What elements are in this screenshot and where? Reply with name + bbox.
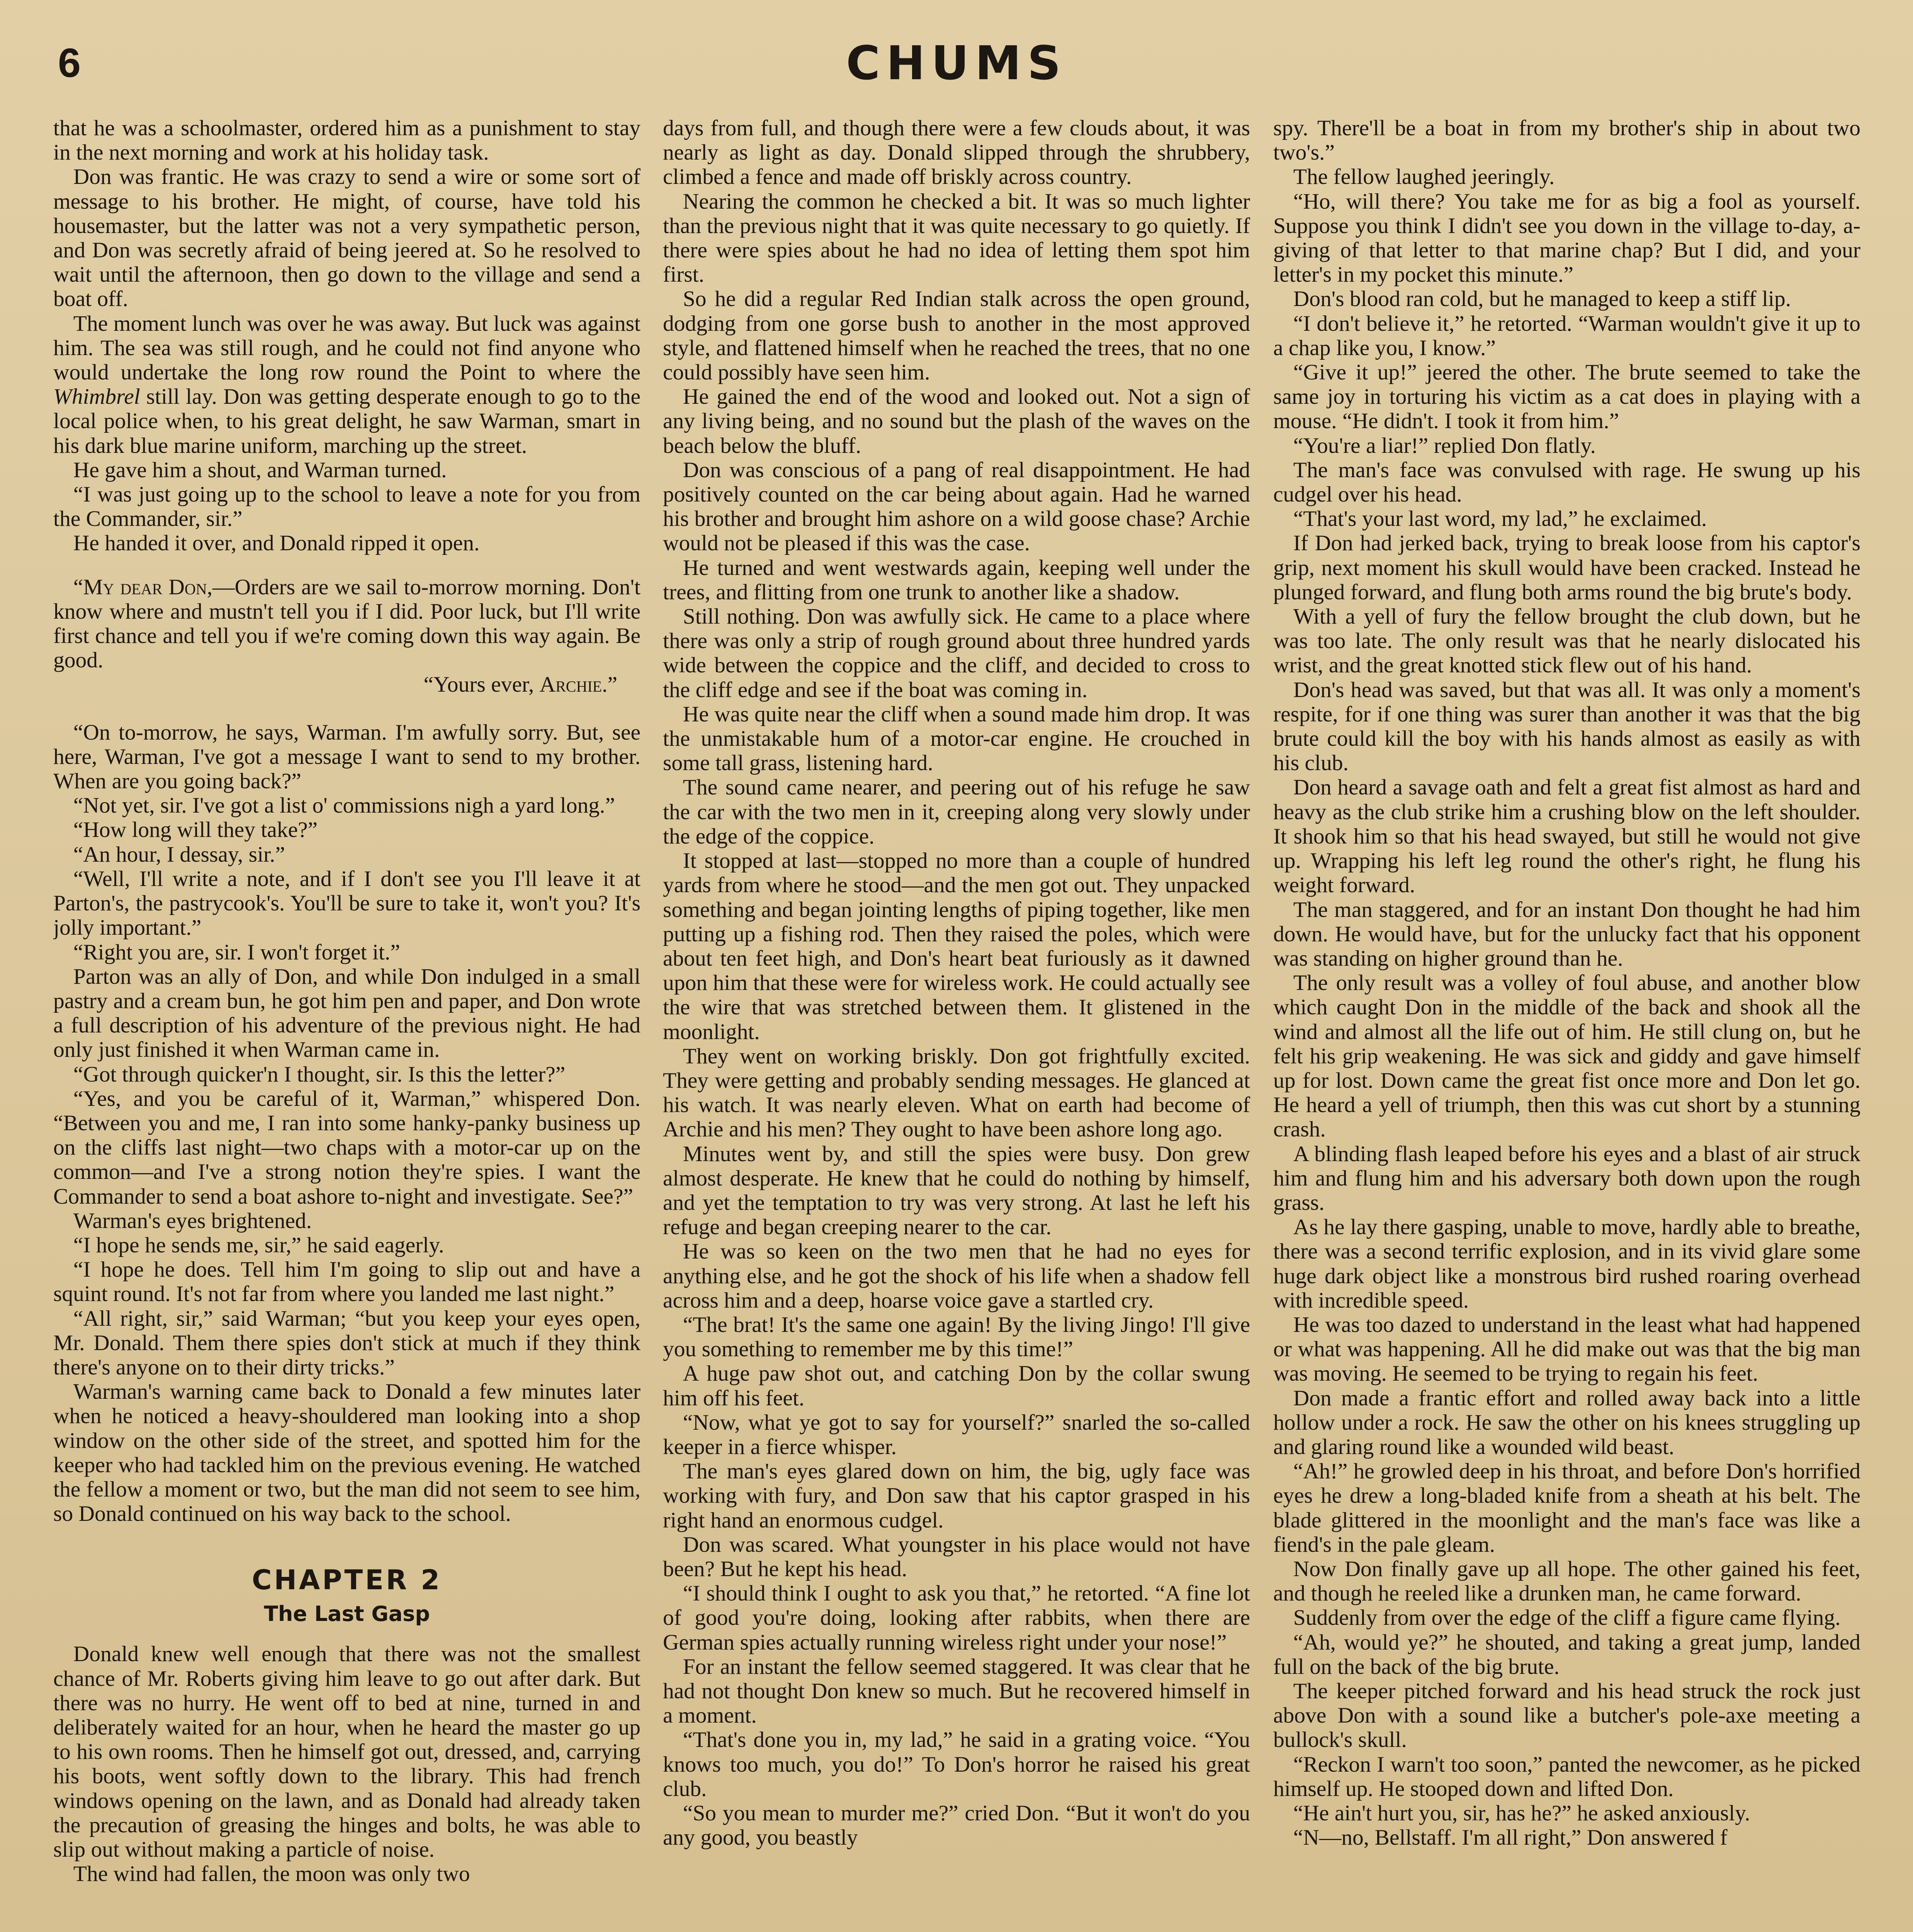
paragraph: He was too dazed to understand in the least what had happened or what was happening. All he did make out was that the big man was moving. He seemed to be trying to regain his feet. (1273, 1312, 1860, 1386)
paragraph: Don's blood ran cold, but he managed to keep a stiff lip. (1293, 287, 1791, 311)
text-column-3 (1273, 116, 1860, 1932)
paragraph: As he lay there gasping, unable to move, hardly able to breathe, there was a second terrific explosion, and in its vivid glare some huge dark object like a monstrous bird rushed roaring overhead with incredible speed. (1273, 1215, 1860, 1313)
paragraph: “Ah, would ye?” he shouted, and taking a great jump, landed full on the back of the big brute. (1273, 1630, 1860, 1679)
paragraph: Don made a frantic effort and rolled away back into a little hollow under a rock. He saw the other on his knees struggling up and glaring round like a wounded wild beast. (1273, 1386, 1860, 1459)
paragraph: spy. There'll be a boat in from my brother's ship in about two two's.” (1273, 116, 1860, 165)
paragraph: He handed it over, and Donald ripped it open. (73, 531, 480, 556)
paragraph: “On to-morrow, he says, Warman. I'm awfully sorry. But, see here, Warman, I've got a message I want to send to my brother. When are you going back?” (53, 720, 640, 794)
paragraph: “How long will they take?” (73, 818, 318, 842)
signature-text: .” (602, 672, 617, 697)
chapter-heading: CHAPTER 2 (252, 1564, 442, 1596)
paragraph: The wind had fallen, the moon was only two (73, 1862, 470, 1886)
paragraph: days from full, and though there were a few clouds about, it was nearly as light as day. Donald slipped through the shrubbery, climbed a fence and made off briskly across country. (663, 116, 1250, 189)
paragraph: “That's done you in, my lad,” he said in a grating voice. “You knows too much, you do!” To Don's horror he raised his great club. (663, 1728, 1250, 1801)
signature-name: Archie (539, 672, 602, 697)
paragraph: “Got through quicker'n I thought, sir. Is this the letter?” (73, 1062, 566, 1087)
paragraph: It stopped at last—stopped no more than a couple of hundred yards from where he stood—and the men got out. They unpacked something and began jointing lengths of piping together, like men putting up a fishing rod. Then they raised the poles, which were about ten feet high, and Don's heart beat furiously as it dawned upon him that these were for wireless work. He could actually see the wire that was stretched between them. It glistened in the moonlight. (663, 849, 1250, 1044)
paragraph: The keeper pitched forward and his head struck the rock just above Don with a sound like a butcher's pole-axe meeting a bullock's skull. (1273, 1679, 1860, 1752)
letter-text: —Orders are we sail to-morrow morning. Don't know where and mustn't tell you if I did. Poor luck, but I'll write first chance and tell you if we're coming down this way again. Be good. (53, 575, 640, 673)
paragraph (53, 311, 640, 458)
paragraph: The only result was a volley of foul abuse, and another blow which caught Don in the middle of the back and shook all the wind and almost all the life out of him. He still clung on, but he felt his grip weakening. He was sick and giddy and gave himself up for lost. Down came the great fist once more and Don let go. He heard a yell of triumph, then this was cut short by a stunning crash. (1273, 971, 1860, 1142)
paragraph: Donald knew well enough that there was not the smallest chance of Mr. Roberts giving him leave to go out after dark. But there was no hurry. He went off to bed at nine, turned in and deliberately waited for an hour, when he heard the master go up to his own rooms. Then he himself got out, dressed, and, carrying his boots, went softly down to the library. This had french windows opening on the lawn, and as Donald had already taken the precaution of greasing the hinges and bolts, he was able to slip out without making a particle of noise. (53, 1642, 640, 1862)
paragraph: He turned and went westwards again, keeping well under the trees, and flitting from one trunk to another like a shadow. (663, 555, 1250, 604)
paragraph: Don heard a savage oath and felt a great fist almost as hard and heavy as the club strike him a crushing blow on the left shoulder. It shook him so that his head swayed, but still he would not give up. Wrapping his left leg round the other's right, he flung his weight forward. (1273, 775, 1860, 898)
paragraph: The man's face was convulsed with rage. He swung up his cudgel over his head. (1273, 457, 1860, 507)
paragraph: Nearing the common he checked a bit. It was so much lighter than the previous night that it was quite necessary to go quietly. If there were spies about he had no idea of letting them spot him first. (663, 189, 1250, 287)
paragraph: Minutes went by, and still the spies were busy. Don grew almost desperate. He knew that he could do nothing by himself, and yet the temptation to try was very strong. At last he left his refuge and began creeping nearer to the car. (663, 1141, 1250, 1240)
paragraph: With a yell of fury the fellow brought the club down, but he was too late. The only result was that he nearly dislocated his wrist, and the great knotted stick flew out of his hand. (1273, 604, 1860, 678)
paragraph: Don was scared. What youngster in his place would not have been? But he kept his head. (663, 1532, 1250, 1581)
letter-salutation: “My dear Don, (73, 575, 212, 599)
paragraph: “The brat! It's the same one again! By the living Jingo! I'll give you something to remember me by this time!” (663, 1312, 1250, 1362)
paragraph: “So you mean to murder me?” cried Don. “But it won't do you any good, you beastly (663, 1801, 1250, 1850)
paragraph-text: still lay. Don was getting desperate enough to go to the local police when, to his great delight, he saw Warman, smart in his dark blue marine uniform, marching up the street. (53, 384, 640, 458)
paragraph: He gave him a shout, and Warman turned. (73, 457, 447, 482)
letter-signature (53, 672, 640, 697)
paragraph: “That's your last word, my lad,” he exclaimed. (1293, 507, 1707, 531)
paragraph: Warman's eyes brightened. (73, 1208, 312, 1233)
paragraph: “I was just going up to the school to leave a note for you from the Commander, sir.” (53, 482, 640, 531)
paragraph: “Ah!” he growled deep in his throat, and before Don's horrified eyes he drew a long-bladed knife from a sheath at his belt. The blade glittered in the moonlight and the man's face was like a fiend's in the pale gleam. (1273, 1459, 1860, 1557)
paragraph: “Well, I'll write a note, and if I don't see you I'll leave it at Parton's, the pastrycook's. You'll be sure to take it, won't you? It's jolly important.” (53, 866, 640, 940)
paragraph: “N—no, Bellstaff. I'm all right,” Don answered f (1293, 1825, 1728, 1850)
paragraph: “Yes, and you be careful of it, Warman,” whispered Don. “Between you and me, I ran into some hanky-panky business up on the cliffs last night—two chaps with a motor-car up on the common—and I've a strong notion they're spies. I want the Commander to send a boat ashore to-night and investigate. See?” (53, 1086, 640, 1209)
paragraph: The sound came nearer, and peering out of his refuge he saw the car with the two men in it, creeping along very slowly under the edge of the coppice. (663, 775, 1250, 849)
paragraph: “You're a liar!” replied Don flatly. (1293, 433, 1596, 458)
text-column-2 (663, 116, 1250, 1932)
paragraph: Don's head was saved, but that was all. It was only a moment's respite, for if one thing was surer than another it was that the big brute could kill the boy with his hands almost as easily as with his club. (1273, 677, 1860, 776)
paragraph: Now Don finally gave up all hope. The other gained his feet, and though he reeled like a drunken man, he came forward. (1273, 1556, 1860, 1606)
paragraph: He was so keen on the two men that he had no eyes for anything else, and he got the shock of his life when a shadow fell across him and a deep, hoarse voice gave a startled cry. (663, 1239, 1250, 1313)
masthead-title: CHUMS (846, 37, 1067, 90)
paragraph: “I should think I ought to ask you that,” he retorted. “A fine lot of good you're doing, looking after rabbits, when there are German spies actually running wireless right under your nose!” (663, 1581, 1250, 1655)
paragraph-text: The moment lunch was over he was away. But luck was against him. The sea was still rough, and he could not find anyone who would undertake the long row round the Point to where the (53, 311, 640, 385)
paragraph: “Now, what ye got to say for yourself?” snarled the so-called keeper in a fierce whisper. (663, 1410, 1250, 1459)
paragraph: “I hope he does. Tell him I'm going to slip out and have a squint round. It's not far from where you landed me last night.” (53, 1257, 640, 1306)
paragraph: So he did a regular Red Indian stalk across the open ground, dodging from one gorse bush to another in the most approved style, and flattened himself when he reached the trees, that no one could possibly have seen him. (663, 287, 1250, 385)
paragraph: A huge paw shot out, and catching Don by the collar swung him off his feet. (663, 1361, 1250, 1410)
paragraph: “Give it up!” jeered the other. The brute seemed to take the same joy in torturing his victim as a cat does in playing with a mouse. “He didn't. I took it from him.” (1273, 360, 1860, 434)
paragraph: Don was frantic. He was crazy to send a wire or some sort of message to his brother. He might, of course, have told his housemaster, but the latter was not a very sympathetic person, and Don was secretly afraid of being jeered at. So he resolved to wait until the afternoon, then go down to the village and send a boat off. (53, 165, 640, 311)
paragraph: Still nothing. Don was awfully sick. He came to a place where there was only a strip of rough ground about three hundred yards wide between the coppice and the cliff, and decided to cross to the cliff edge and see if the boat was coming in. (663, 604, 1250, 702)
paragraph: The man staggered, and for an instant Don thought he had him down. He would have, but for the unlucky fact that his opponent was standing on higher ground than he. (1273, 897, 1860, 971)
chapter-subtitle: The Last Gasp (264, 1602, 430, 1626)
paragraph: Warman's warning came back to Donald a few minutes later when he noticed a heavy-shouldered man looking into a shop window on the other side of the street, and spotted him for the keeper who had tackled him on the previous evening. He watched the fellow a moment or two, but the man did not seem to see him, so Donald continued on his way back to the school. (53, 1379, 640, 1526)
paragraph: Parton was an ally of Don, and while Don indulged in a small pastry and a cream bun, he got him pen and paper, and Don wrote a full description of his adventure of the previous night. He had only just finished it when Warman came in. (53, 964, 640, 1062)
paragraph: “I hope he sends me, sir,” he said eagerly. (73, 1233, 444, 1257)
paragraph: “All right, sir,” said Warman; “but you keep your eyes open, Mr. Donald. Them there spies don't stick at much if they think there's anyone on to their dirty tricks.” (53, 1306, 640, 1379)
paragraph: that he was a schoolmaster, ordered him as a punishment to stay in the next morning and work at his holiday task. (53, 116, 640, 165)
text-column-1 (53, 116, 640, 1932)
paragraph: “He ain't hurt you, sir, has he?” he asked anxiously. (1293, 1801, 1750, 1826)
paragraph: They went on working briskly. Don got frightfully excited. They were getting and probably sending messages. He glanced at his watch. It was nearly eleven. What on earth had become of Archie and his men? They ought to have been ashore long ago. (663, 1044, 1250, 1142)
paragraph: For an instant the fellow seemed staggered. It was clear that he had not thought Don knew so much. But he recovered himself in a moment. (663, 1654, 1250, 1728)
paragraph: The man's eyes glared down on him, the big, ugly face was working with fury, and Don saw that his captor grasped in his right hand an enormous cudgel. (663, 1459, 1250, 1532)
paragraph: He was quite near the cliff when a sound made him drop. It was the unmistakable hum of a motor-car engine. He crouched in some tall grass, listening hard. (663, 702, 1250, 776)
paragraph: “An hour, I dessay, sir.” (73, 842, 285, 867)
letter-body (53, 575, 640, 673)
paragraph: A blinding flash leaped before his eyes and a blast of air struck him and flung him and his adversary both down upon the rough grass. (1273, 1141, 1860, 1215)
signature-text: “Yours ever, (423, 672, 540, 697)
paragraph: The fellow laughed jeeringly. (1293, 165, 1555, 189)
page-number: 6 (58, 40, 81, 86)
ship-name: Whimbrel (53, 384, 140, 409)
paragraph: Don was conscious of a pang of real disappointment. He had positively counted on the car being about again. Had he warned his brother and brought him ashore on a wild goose chase? Archie would not be pleased if this was the case. (663, 457, 1250, 556)
paragraph: “Ho, will there? You take me for as big a fool as yourself. Suppose you think I didn't see you down in the village to-day, a-giving of that letter to that marine chap? But I did, and your letter's in my pocket this minute.” (1273, 189, 1860, 287)
paragraph: “I don't believe it,” he retorted. “Warman wouldn't give it up to a chap like you, I know.” (1273, 311, 1860, 360)
paragraph: “Right you are, sir. I won't forget it.” (73, 940, 400, 964)
paragraph: “Not yet, sir. I've got a list o' commissions nigh a yard long.” (73, 793, 615, 818)
paragraph: If Don had jerked back, trying to break loose from his captor's grip, next moment his skull would have been cracked. Instead he plunged forward, and flung both arms round the big brute's body. (1273, 531, 1860, 604)
paragraph: He gained the end of the wood and looked out. Not a sign of any living being, and no sound but the plash of the waves on the beach below the bluff. (663, 384, 1250, 458)
paragraph: “Reckon I warn't too soon,” panted the newcomer, as he picked himself up. He stooped down and lifted Don. (1273, 1752, 1860, 1801)
paragraph: Suddenly from over the edge of the cliff a figure came flying. (1293, 1605, 1841, 1630)
